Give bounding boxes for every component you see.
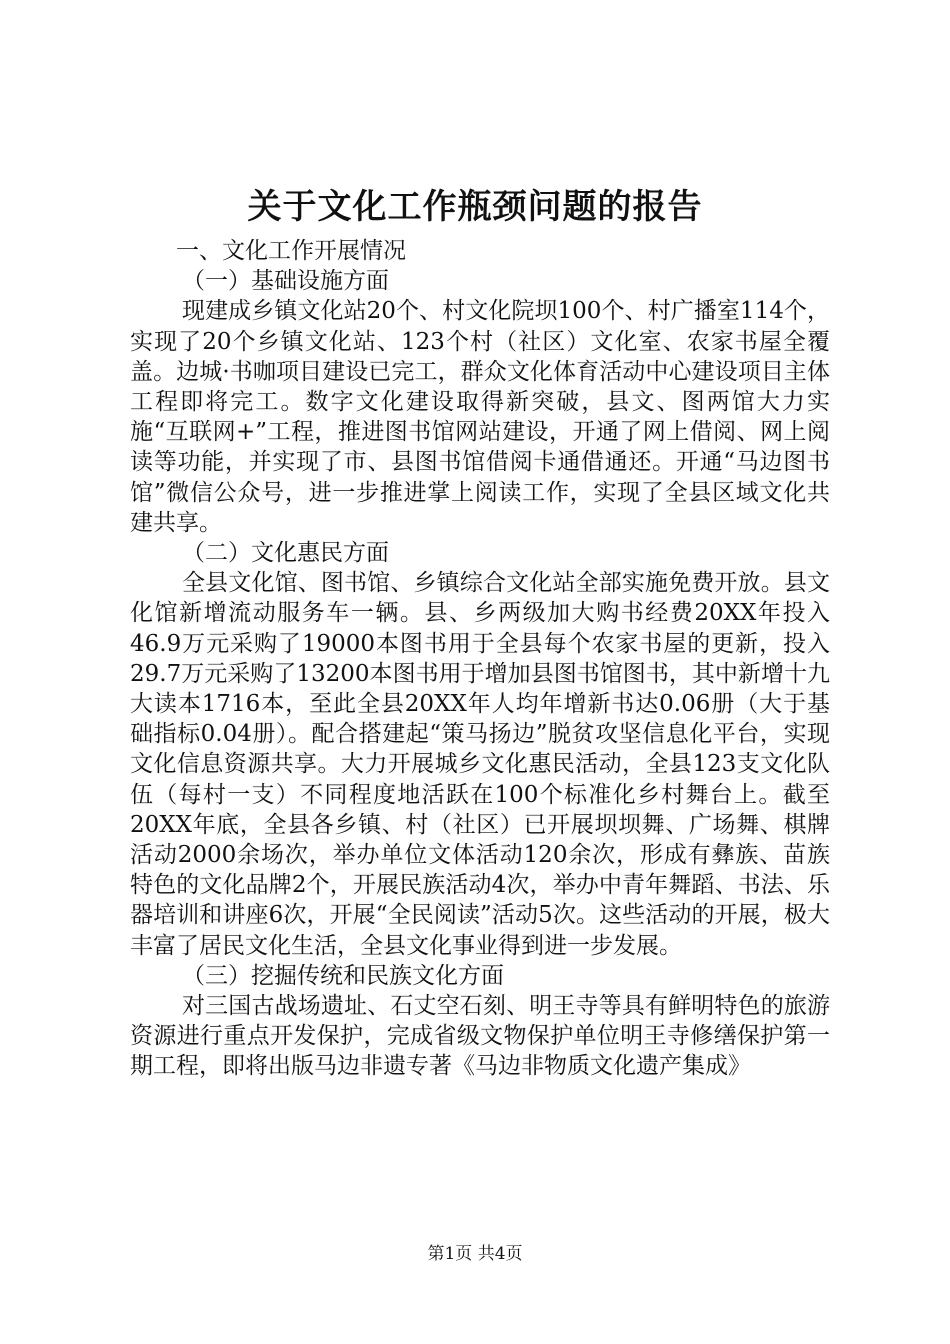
subsection-heading-cultural-benefit: （二）文化惠民方面 — [182, 540, 389, 567]
page-footer: 第1页 共4页 — [427, 1244, 523, 1264]
section-heading-1: 一、文化工作开展情况 — [176, 238, 406, 264]
document-title: 关于文化工作瓶颈问题的报告 — [247, 187, 703, 227]
paragraph-cultural-benefit: 全县文化馆、图书馆、乡镇综合文化站全部实施免费开放。县文化馆新增流动服务车一辆。县、乡两级加大购书经费20XX年投入46.9万元采购了19000本图书用于全县每个农家书屋的更新，投入29.7万元采购了13200本图书用于增加县图书馆图书，其中新增十九大读本1716本，至此全县20XX年人均年增新书达0.06册（大于基础指标0.04册）。配合搭建起“策马扬边”脱贫攻坚信息化平台，实现文化信息资源共享。大力开展城乡文化惠民活动，全县123支文化队伍（每村一支）不同程度地活跃在100个标准化乡村舞台上。截至20XX年底，全县各乡镇、村（社区）已开展坝坝舞、广场舞、棋牌活动2000余场次，举办单位文体活动120余次，形成有彝族、苗族特色的文化品牌2个，开展民族活动4次，举办中青年舞蹈、书法、乐器培训和讲座6次，开展“全民阅读”活动5次。这些活动的开展，极大丰富了居民文化生活，全县文化事业得到进一步发展。 — [130, 570, 830, 959]
paragraph-infrastructure: 现建成乡镇文化站20个、村文化院坝100个、村广播室114个，实现了20个乡镇文化站、123个村（社区）文化室、农家书屋全覆盖。边城·书咖项目建设已完工，群众文化体育活动中心建设项目主体工程即将完工。数字文化建设取得新突破，县文、图两馆大力实施“互联网+”工程，推进图书馆网站建设，开通了网上借阅、网上阅读等功能，并实现了市、县图书馆借阅卡通借通还。开通“马边图书馆”微信公众号，进一步推进掌上阅读工作，实现了全县区域文化共建共享。 — [130, 298, 830, 536]
document-body — [130, 236, 830, 1082]
subsection-heading-infrastructure: （一）基础设施方面 — [182, 268, 389, 295]
paragraph-traditional-culture: 对三国古战场遗址、石丈空石刻、明王寺等具有鲜明特色的旅游资源进行重点开发保护，完成省级文物保护单位明王寺修缮保护第一期工程，即将出版马边非遗专著《马边非物质文化遗产集成》 — [130, 993, 830, 1080]
subsection-heading-traditional-culture: （三）挖掘传统和民族文化方面 — [182, 962, 504, 989]
